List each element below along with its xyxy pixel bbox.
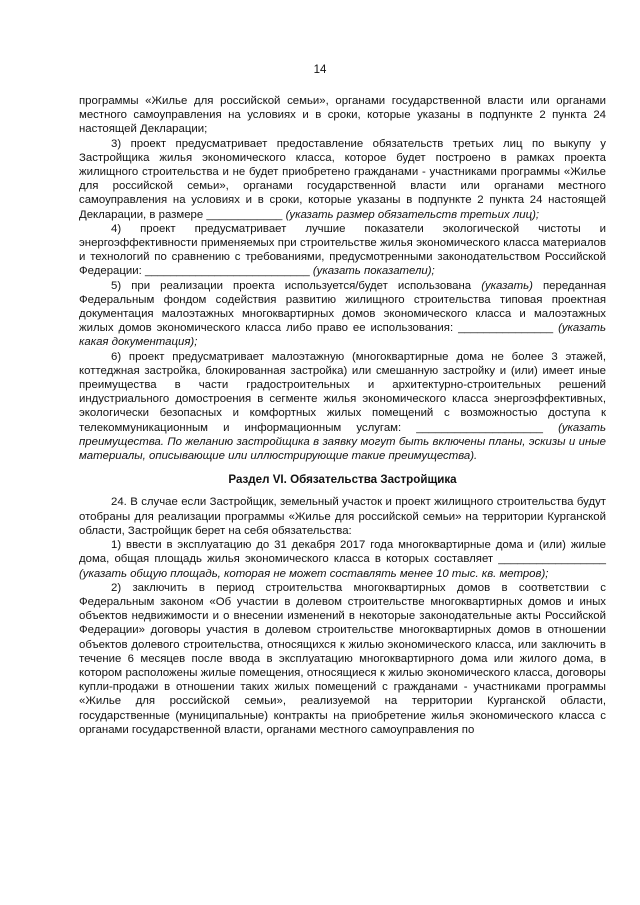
- paragraph-text: 1) ввести в эксплуатацию до 31 декабря 2017 года многоквартирные дома и (или) жилые дома, общая площадь жилья экономического класса в которых составляет _________________: [79, 539, 606, 566]
- paragraph-text: программы «Жилье для российской семьи», органами государственной власти или органами местного самоуправления на условиях и в сроки, которые указаны в подпункте 2 пункта 24 настоящей Декларации;: [79, 95, 606, 136]
- paragraph-text: 24. В случае если Застройщик, земельный участок и проект жилищного строительства будут отобраны для реализации программы «Жилье для российской семьи» на территории Курганской области, Застройщик берет на себя обязательства:: [79, 496, 606, 537]
- page-number: 14: [313, 64, 327, 76]
- paragraph-text: 3) проект предусматривает предоставление обязательств третьих лиц по выкупу у Застройщика жилья экономического класса, которое будет построено в рамках проекта жилищного строительства и не будет приобретено гражданами - участниками программы «Жилье для российской семьи», органами государственной власти или органами местного самоуправления на условиях и в сроки, которые указаны в подпункте 2 пункта 24 настоящей Декларации, в размере ____________: [79, 137, 606, 221]
- paragraph-text: переданная Федеральным фондом содействия развитию жилищного строительства типовая проектная документация малоэтажных многоквартирных домов экономического класса и малоэтажных жилых домов экономического класса либо право ее использования: _______________: [79, 279, 606, 335]
- paragraph-text: 6) проект предусматривает малоэтажную (многоквартирные дома не более 3 этажей, коттеджная застройка, блокированная застройка) или смешанную застройку и (или) имеет иные преимущества в части градостроительных и архитектурно-строительных решений индустриального домостроения в сегменте жилья экономического класса энергоэффективных, экологически безопасных и комфортных жилых помещений с возможностью доступа к телекоммуникационным и информационным услугам: ____________________: [79, 350, 606, 434]
- paragraph-note: (указать какая документация);: [79, 322, 606, 349]
- paragraph-24-item-1: [79, 538, 606, 581]
- paragraph-text: 5) при реализации проекта используется/будет использована: [111, 279, 472, 292]
- paragraph-note: (указать преимущества. По желанию застройщика в заявку могут быть включены планы, эскизы и иные материалы, описывающие или иллюстрирующие такие преимущества).: [79, 421, 606, 463]
- paragraph-note: (указать общую площадь, которая не может составлять менее 10 тыс. кв. метров);: [79, 567, 549, 580]
- paragraph-note: (указать показатели);: [312, 265, 435, 278]
- paragraph-24: [79, 495, 606, 538]
- paragraph-item-3: [79, 137, 606, 222]
- section-heading: Раздел VI. Обязательства Застройщика: [228, 473, 457, 487]
- paragraph-continuation: [79, 94, 606, 137]
- paragraph-text: 4) проект предусматривает лучшие показатели экологической чистоты и энергоэффективности применяемых при строительстве жилья экономического класса материалов и технологий по сравнению с требованиями, предусмотренными законодательством Российской Федерации: __________________________: [79, 222, 606, 278]
- paragraph-item-6: [79, 350, 606, 464]
- paragraph-text: 2) заключить в период строительства многоквартирных домов в соответствии с Федеральным законом «Об участии в долевом строительстве многоквартирных домов и иных объектов недвижимости и о внесении изменений в некоторые законодательные акты Российской Федерации» договоры участия в долевом строительстве многоквартирных домов в отношении объектов долевого строительства, относящихся к жилью экономического класса, или заключить в течение 6 месяцев после ввода в эксплуатацию многоквартирного дома или жилого дома, в котором расположены жилые помещения, относящиеся к жилью экономического класса, договоры купли-продажи в отношении таких жилых помещений с гражданами - участниками программы «Жилье для российской семьи», реализуемой на территории Курганской области, государственные (муниципальные) контракты на приобретение жилья экономического класса с органами государственной власти, органами местного самоуправления по: [79, 581, 606, 736]
- paragraph-note: (указать размер обязательств третьих лиц);: [285, 208, 540, 221]
- paragraph-item-5: [79, 279, 606, 350]
- paragraph-24-item-2: [79, 581, 606, 737]
- paragraph-item-4: [79, 222, 606, 279]
- paragraph-note: (указать): [481, 279, 533, 292]
- document-body: [79, 94, 606, 737]
